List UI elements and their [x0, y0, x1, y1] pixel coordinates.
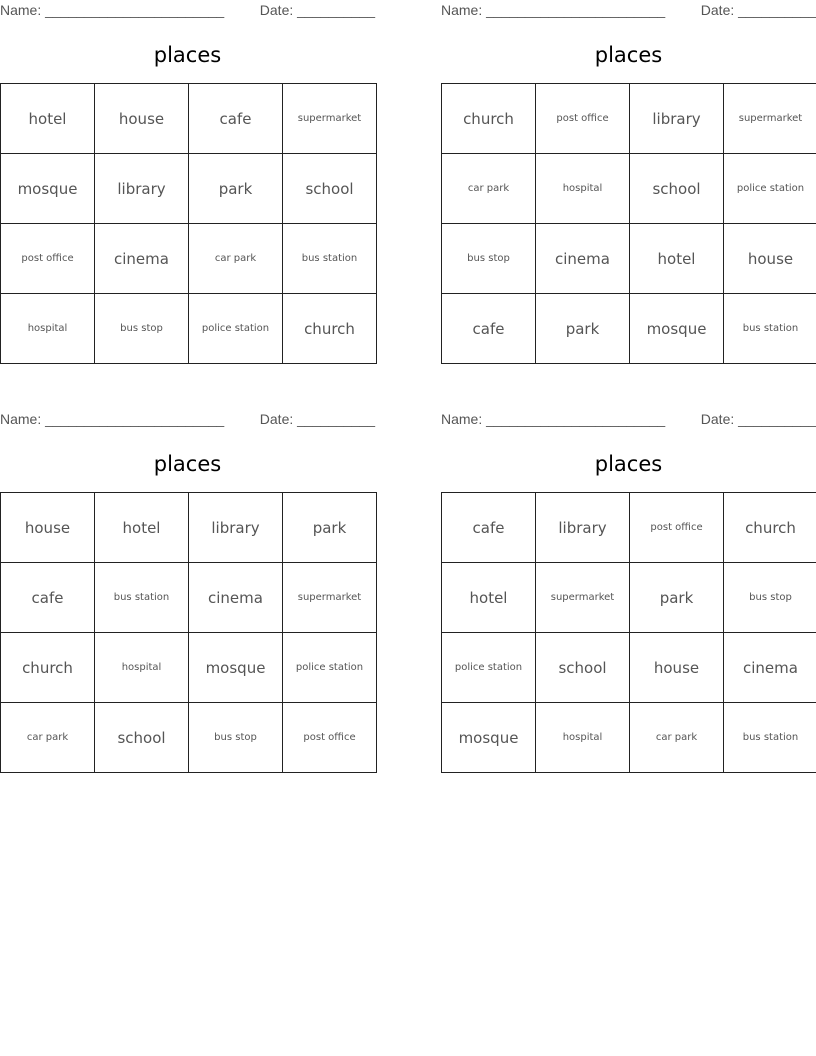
card-header: [0, 0, 375, 20]
grid-row: [442, 224, 816, 294]
grid-cell: park: [630, 563, 724, 633]
grid-cell: bus station: [283, 224, 377, 294]
grid-cell: school: [536, 633, 630, 703]
grid-cell: post office: [283, 703, 377, 773]
card-header: [441, 0, 816, 20]
grid-cell: house: [724, 224, 816, 294]
grid-cell: park: [283, 493, 377, 563]
grid-row: [442, 633, 816, 703]
grid-cell: supermarket: [536, 563, 630, 633]
date-field: Date: __________: [700, 2, 816, 18]
grid-cell: bus stop: [95, 294, 189, 364]
name-field: Name: _______________________: [0, 2, 225, 18]
grid-cell: hospital: [536, 703, 630, 773]
grid-cell: bus station: [724, 294, 816, 364]
card-title: places: [594, 452, 663, 476]
grid-cell: cinema: [95, 224, 189, 294]
grid-cell: supermarket: [283, 563, 377, 633]
grid-row: [1, 703, 377, 773]
grid-cell: car park: [442, 154, 536, 224]
grid-row: [442, 154, 816, 224]
bingo-card-2: [441, 0, 816, 338]
grid-cell: cafe: [442, 493, 536, 563]
grid-cell: church: [283, 294, 377, 364]
grid-cell: cafe: [189, 84, 283, 154]
grid-row: [442, 294, 816, 364]
grid-row: [1, 563, 377, 633]
bingo-grid: [0, 492, 377, 773]
grid-cell: house: [95, 84, 189, 154]
grid-row: [1, 84, 377, 154]
grid-cell: mosque: [189, 633, 283, 703]
grid-cell: bus station: [724, 703, 816, 773]
bingo-card-1: [0, 0, 375, 338]
grid-row: [442, 493, 816, 563]
grid-cell: library: [189, 493, 283, 563]
card-title: places: [153, 452, 222, 476]
grid-row: [442, 563, 816, 633]
card-header: [441, 409, 816, 429]
grid-cell: hotel: [1, 84, 95, 154]
date-field: Date: __________: [700, 411, 816, 427]
grid-row: [1, 224, 377, 294]
name-field: Name: _______________________: [0, 411, 225, 427]
grid-cell: post office: [536, 84, 630, 154]
grid-cell: car park: [189, 224, 283, 294]
card-title: places: [153, 43, 222, 67]
grid-cell: hotel: [95, 493, 189, 563]
grid-row: [1, 294, 377, 364]
bingo-card-3: [0, 409, 375, 747]
grid-cell: house: [630, 633, 724, 703]
grid-row: [442, 84, 816, 154]
grid-cell: bus station: [95, 563, 189, 633]
grid-cell: police station: [283, 633, 377, 703]
grid-cell: hospital: [95, 633, 189, 703]
grid-cell: house: [1, 493, 95, 563]
grid-cell: school: [283, 154, 377, 224]
grid-cell: bus stop: [724, 563, 816, 633]
grid-cell: cafe: [1, 563, 95, 633]
grid-cell: hospital: [1, 294, 95, 364]
grid-row: [1, 493, 377, 563]
name-field: Name: _______________________: [441, 411, 666, 427]
grid-cell: park: [189, 154, 283, 224]
grid-cell: hospital: [536, 154, 630, 224]
grid-cell: car park: [630, 703, 724, 773]
grid-cell: library: [630, 84, 724, 154]
bingo-grid: [441, 492, 816, 773]
bingo-grid: [0, 83, 377, 364]
grid-cell: hotel: [442, 563, 536, 633]
grid-cell: car park: [1, 703, 95, 773]
name-field: Name: _______________________: [441, 2, 666, 18]
grid-cell: school: [95, 703, 189, 773]
grid-row: [1, 154, 377, 224]
grid-cell: mosque: [442, 703, 536, 773]
bingo-grid: [441, 83, 816, 364]
grid-cell: supermarket: [724, 84, 816, 154]
bingo-card-4: [441, 409, 816, 747]
grid-cell: post office: [630, 493, 724, 563]
date-field: Date: __________: [259, 411, 375, 427]
grid-cell: cinema: [536, 224, 630, 294]
grid-cell: church: [1, 633, 95, 703]
grid-cell: mosque: [1, 154, 95, 224]
grid-cell: church: [724, 493, 816, 563]
card-title: places: [594, 43, 663, 67]
grid-cell: park: [536, 294, 630, 364]
grid-cell: cinema: [189, 563, 283, 633]
grid-cell: library: [95, 154, 189, 224]
grid-cell: police station: [442, 633, 536, 703]
grid-cell: bus stop: [189, 703, 283, 773]
grid-row: [1, 633, 377, 703]
grid-cell: hotel: [630, 224, 724, 294]
grid-cell: police station: [189, 294, 283, 364]
grid-cell: bus stop: [442, 224, 536, 294]
grid-cell: cafe: [442, 294, 536, 364]
card-header: [0, 409, 375, 429]
grid-cell: library: [536, 493, 630, 563]
grid-cell: school: [630, 154, 724, 224]
grid-cell: police station: [724, 154, 816, 224]
date-field: Date: __________: [259, 2, 375, 18]
grid-cell: church: [442, 84, 536, 154]
grid-row: [442, 703, 816, 773]
grid-cell: supermarket: [283, 84, 377, 154]
grid-cell: mosque: [630, 294, 724, 364]
grid-cell: post office: [1, 224, 95, 294]
grid-cell: cinema: [724, 633, 816, 703]
